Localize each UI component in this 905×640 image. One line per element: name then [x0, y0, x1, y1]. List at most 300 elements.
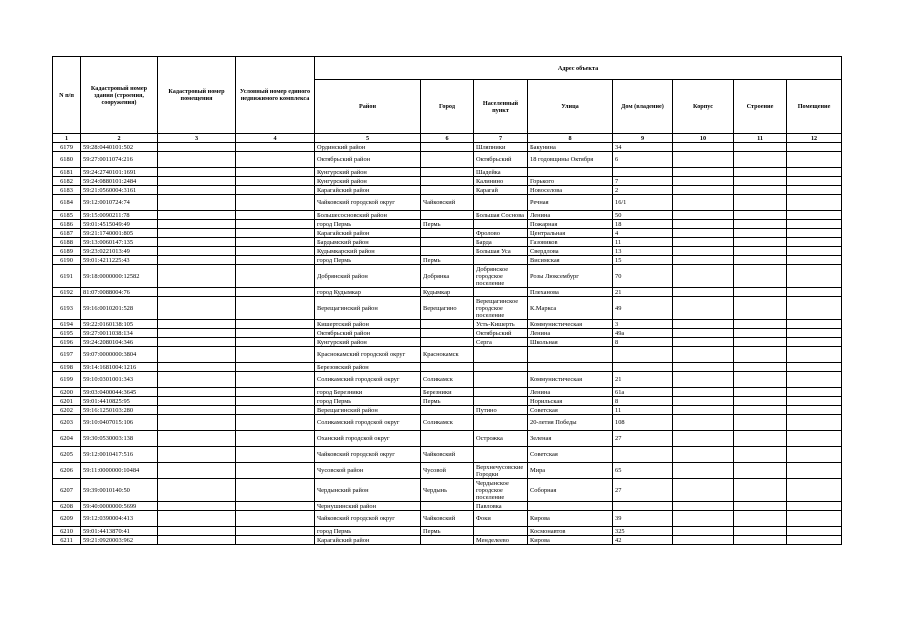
structure-cell	[734, 265, 787, 288]
building-cell	[673, 388, 734, 397]
room-cell	[787, 297, 842, 320]
cadastral-number-cell: 59:21:1740001:805	[81, 229, 158, 238]
house-cell	[613, 168, 673, 177]
locality-cell: Серга	[474, 338, 528, 347]
table-row	[53, 238, 842, 247]
locality-cell	[474, 447, 528, 463]
room-cell	[787, 502, 842, 511]
street-cell: 20-летия Победы	[528, 415, 613, 431]
street-cell: Газовиков	[528, 238, 613, 247]
locality-cell: Острожка	[474, 431, 528, 447]
cadastral-room-cell	[158, 415, 236, 431]
table-row	[53, 256, 842, 265]
building-cell	[673, 447, 734, 463]
header-city: Город	[421, 80, 474, 134]
header-room: Помещение	[787, 80, 842, 134]
cadastral-room-cell	[158, 186, 236, 195]
header-building: Корпус	[673, 80, 734, 134]
conditional-number-cell	[236, 168, 315, 177]
row-number: 6197	[53, 347, 81, 363]
city-cell	[421, 406, 474, 415]
district-cell: Чернушинский район	[315, 502, 421, 511]
house-cell	[613, 347, 673, 363]
district-cell: город Пермь	[315, 527, 421, 536]
city-cell	[421, 329, 474, 338]
cadastral-room-cell	[158, 238, 236, 247]
locality-cell	[474, 415, 528, 431]
row-number: 6199	[53, 372, 81, 388]
district-cell: Соликамский городской округ	[315, 372, 421, 388]
district-cell: Чусовской район	[315, 463, 421, 479]
city-cell: Пермь	[421, 397, 474, 406]
locality-cell: Большая Соснова	[474, 211, 528, 220]
conditional-number-cell	[236, 463, 315, 479]
structure-cell	[734, 415, 787, 431]
row-number: 6184	[53, 195, 81, 211]
table-row	[53, 265, 842, 288]
table-row	[53, 143, 842, 152]
cadastral-number-cell: 81:07:0088004:76	[81, 288, 158, 297]
city-cell	[421, 152, 474, 168]
locality-cell: Усть-Кишерть	[474, 320, 528, 329]
structure-cell	[734, 479, 787, 502]
conditional-number-cell	[236, 536, 315, 545]
house-cell: 4	[613, 229, 673, 238]
row-number: 6189	[53, 247, 81, 256]
cadastral-number-cell: 59:12:0010724:74	[81, 195, 158, 211]
column-number: 5	[315, 134, 421, 143]
cadastral-room-cell	[158, 397, 236, 406]
row-number: 6205	[53, 447, 81, 463]
building-cell	[673, 256, 734, 265]
district-cell: Верещагинский район	[315, 297, 421, 320]
column-number: 8	[528, 134, 613, 143]
conditional-number-cell	[236, 502, 315, 511]
cadastral-number-cell: 59:01:4413870:41	[81, 527, 158, 536]
cadastral-number-cell: 59:40:0000000:5699	[81, 502, 158, 511]
header-cadastral-building: Кадастровый номер здания (строения, сооружения)	[81, 57, 158, 134]
room-cell	[787, 265, 842, 288]
column-number: 12	[787, 134, 842, 143]
structure-cell	[734, 186, 787, 195]
city-cell	[421, 168, 474, 177]
city-cell: Краснокамск	[421, 347, 474, 363]
room-cell	[787, 347, 842, 363]
column-number: 2	[81, 134, 158, 143]
cadastral-room-cell	[158, 502, 236, 511]
table-row	[53, 511, 842, 527]
district-cell: Березовский район	[315, 363, 421, 372]
cadastral-room-cell	[158, 211, 236, 220]
row-number: 6200	[53, 388, 81, 397]
conditional-number-cell	[236, 388, 315, 397]
city-cell	[421, 186, 474, 195]
district-cell: город Березники	[315, 388, 421, 397]
header-district: Район	[315, 80, 421, 134]
room-cell	[787, 152, 842, 168]
structure-cell	[734, 168, 787, 177]
table-row	[53, 463, 842, 479]
district-cell: Чайковский городской округ	[315, 511, 421, 527]
house-cell: 39	[613, 511, 673, 527]
table-row	[53, 363, 842, 372]
structure-cell	[734, 152, 787, 168]
locality-cell	[474, 256, 528, 265]
conditional-number-cell	[236, 447, 315, 463]
table-row	[53, 347, 842, 363]
cadastral-room-cell	[158, 297, 236, 320]
room-cell	[787, 447, 842, 463]
cadastral-room-cell	[158, 447, 236, 463]
locality-cell: Барда	[474, 238, 528, 247]
row-number: 6179	[53, 143, 81, 152]
district-cell: Оханский городской округ	[315, 431, 421, 447]
conditional-number-cell	[236, 177, 315, 186]
conditional-number-cell	[236, 195, 315, 211]
building-cell	[673, 511, 734, 527]
city-cell	[421, 320, 474, 329]
street-cell: Космонавтов	[528, 527, 613, 536]
conditional-number-cell	[236, 347, 315, 363]
room-cell	[787, 415, 842, 431]
structure-cell	[734, 397, 787, 406]
cadastral-number-cell: 59:30:0530003:138	[81, 431, 158, 447]
cadastral-room-cell	[158, 229, 236, 238]
row-number: 6196	[53, 338, 81, 347]
structure-cell	[734, 372, 787, 388]
locality-cell: Менделеево	[474, 536, 528, 545]
table-row	[53, 338, 842, 347]
cadastral-room-cell	[158, 247, 236, 256]
locality-cell: Октябрьский	[474, 152, 528, 168]
cadastral-number-cell: 59:14:1681004:1216	[81, 363, 158, 372]
room-cell	[787, 143, 842, 152]
street-cell: Норильская	[528, 397, 613, 406]
row-number: 6209	[53, 511, 81, 527]
cadastral-number-cell: 59:27:0011074:216	[81, 152, 158, 168]
district-cell: Карагайский район	[315, 229, 421, 238]
cadastral-room-cell	[158, 256, 236, 265]
locality-cell	[474, 527, 528, 536]
building-cell	[673, 168, 734, 177]
building-cell	[673, 229, 734, 238]
room-cell	[787, 238, 842, 247]
conditional-number-cell	[236, 152, 315, 168]
cadastral-room-cell	[158, 527, 236, 536]
row-number: 6194	[53, 320, 81, 329]
row-number: 6207	[53, 479, 81, 502]
cadastral-number-cell: 59:13:0060147:135	[81, 238, 158, 247]
locality-cell: Фоки	[474, 511, 528, 527]
street-cell: Коммунистическая	[528, 372, 613, 388]
building-cell	[673, 536, 734, 545]
room-cell	[787, 527, 842, 536]
column-number: 1	[53, 134, 81, 143]
header-no: N п/п	[53, 57, 81, 134]
table-row	[53, 288, 842, 297]
house-cell	[613, 502, 673, 511]
document-sheet	[52, 56, 841, 545]
house-cell: 11	[613, 238, 673, 247]
cadastral-number-cell: 59:12:0010417:516	[81, 447, 158, 463]
street-cell	[528, 363, 613, 372]
street-cell: Школьная	[528, 338, 613, 347]
house-cell: 13	[613, 247, 673, 256]
structure-cell	[734, 447, 787, 463]
room-cell	[787, 536, 842, 545]
column-number: 3	[158, 134, 236, 143]
column-number: 4	[236, 134, 315, 143]
house-cell: 70	[613, 265, 673, 288]
cadastral-number-cell: 59:23:0221013:49	[81, 247, 158, 256]
district-cell: город Кудымкар	[315, 288, 421, 297]
cadastral-number-cell: 59:01:4410825:95	[81, 397, 158, 406]
row-number: 6180	[53, 152, 81, 168]
city-cell	[421, 177, 474, 186]
conditional-number-cell	[236, 320, 315, 329]
building-cell	[673, 502, 734, 511]
house-cell: 8	[613, 338, 673, 347]
table-row	[53, 406, 842, 415]
house-cell: 49	[613, 297, 673, 320]
locality-cell: Октябрьский	[474, 329, 528, 338]
header-cadastral-room: Кадастровый номер помещения	[158, 57, 236, 134]
city-cell: Соликамск	[421, 415, 474, 431]
conditional-number-cell	[236, 211, 315, 220]
cadastral-room-cell	[158, 463, 236, 479]
house-cell: 11	[613, 406, 673, 415]
building-cell	[673, 288, 734, 297]
objects-table	[52, 56, 842, 545]
locality-cell: Верещагинское городское поселение	[474, 297, 528, 320]
locality-cell	[474, 347, 528, 363]
building-cell	[673, 320, 734, 329]
cadastral-number-cell: 59:28:0440101:502	[81, 143, 158, 152]
row-number: 6187	[53, 229, 81, 238]
structure-cell	[734, 247, 787, 256]
building-cell	[673, 329, 734, 338]
street-cell: Розы Люксембург	[528, 265, 613, 288]
table-body	[53, 143, 842, 545]
city-cell: Чердынь	[421, 479, 474, 502]
house-cell: 2	[613, 186, 673, 195]
house-cell: 21	[613, 372, 673, 388]
district-cell: город Пермь	[315, 220, 421, 229]
structure-cell	[734, 527, 787, 536]
building-cell	[673, 397, 734, 406]
city-cell	[421, 536, 474, 545]
room-cell	[787, 288, 842, 297]
city-cell: Кудымкар	[421, 288, 474, 297]
conditional-number-cell	[236, 415, 315, 431]
house-cell: 50	[613, 211, 673, 220]
header-structure: Строение	[734, 80, 787, 134]
locality-cell: Павловка	[474, 502, 528, 511]
column-number: 11	[734, 134, 787, 143]
building-cell	[673, 152, 734, 168]
conditional-number-cell	[236, 372, 315, 388]
cadastral-room-cell	[158, 265, 236, 288]
row-number: 6191	[53, 265, 81, 288]
cadastral-number-cell: 59:15:0090211:78	[81, 211, 158, 220]
table-row	[53, 247, 842, 256]
structure-cell	[734, 211, 787, 220]
structure-cell	[734, 297, 787, 320]
row-number: 6186	[53, 220, 81, 229]
locality-cell	[474, 288, 528, 297]
street-cell: Свердлова	[528, 247, 613, 256]
street-cell: Мира	[528, 463, 613, 479]
room-cell	[787, 247, 842, 256]
street-cell: Речная	[528, 195, 613, 211]
room-cell	[787, 372, 842, 388]
house-cell: 6	[613, 152, 673, 168]
row-number: 6185	[53, 211, 81, 220]
cadastral-number-cell: 59:24:2080104:346	[81, 338, 158, 347]
room-cell	[787, 177, 842, 186]
building-cell	[673, 177, 734, 186]
city-cell: Чусовой	[421, 463, 474, 479]
street-cell	[528, 347, 613, 363]
district-cell: Чердынский район	[315, 479, 421, 502]
row-number: 6204	[53, 431, 81, 447]
row-number: 6210	[53, 527, 81, 536]
cadastral-room-cell	[158, 288, 236, 297]
district-cell: город Пермь	[315, 397, 421, 406]
column-number: 10	[673, 134, 734, 143]
structure-cell	[734, 406, 787, 415]
street-cell: Пожарная	[528, 220, 613, 229]
cadastral-room-cell	[158, 177, 236, 186]
street-cell: Новоселова	[528, 186, 613, 195]
city-cell: Соликамск	[421, 372, 474, 388]
conditional-number-cell	[236, 527, 315, 536]
house-cell: 15	[613, 256, 673, 265]
row-number: 6181	[53, 168, 81, 177]
building-cell	[673, 195, 734, 211]
house-cell: 7	[613, 177, 673, 186]
cadastral-number-cell: 59:11:0000000:10484	[81, 463, 158, 479]
cadastral-number-cell: 59:01:4515049:49	[81, 220, 158, 229]
city-cell: Верещагино	[421, 297, 474, 320]
structure-cell	[734, 288, 787, 297]
house-cell: 49а	[613, 329, 673, 338]
row-number: 6190	[53, 256, 81, 265]
cadastral-number-cell: 59:24:2740101:1691	[81, 168, 158, 177]
cadastral-number-cell: 59:22:0160138:105	[81, 320, 158, 329]
street-cell: Зеленая	[528, 431, 613, 447]
room-cell	[787, 363, 842, 372]
street-cell: Висимская	[528, 256, 613, 265]
room-cell	[787, 329, 842, 338]
cadastral-number-cell: 59:27:0011038:134	[81, 329, 158, 338]
structure-cell	[734, 177, 787, 186]
house-cell: 65	[613, 463, 673, 479]
cadastral-room-cell	[158, 347, 236, 363]
locality-cell: Фролово	[474, 229, 528, 238]
table-row	[53, 415, 842, 431]
row-number: 6203	[53, 415, 81, 431]
conditional-number-cell	[236, 229, 315, 238]
locality-cell	[474, 372, 528, 388]
column-number: 7	[474, 134, 528, 143]
city-cell: Пермь	[421, 527, 474, 536]
conditional-number-cell	[236, 288, 315, 297]
row-number: 6211	[53, 536, 81, 545]
header-locality: Населенный пункт	[474, 80, 528, 134]
structure-cell	[734, 511, 787, 527]
locality-cell: Большая Уса	[474, 247, 528, 256]
cadastral-room-cell	[158, 143, 236, 152]
street-cell: 18 годовщины Октября	[528, 152, 613, 168]
cadastral-number-cell: 59:03:0400044:3645	[81, 388, 158, 397]
cadastral-room-cell	[158, 195, 236, 211]
table-row	[53, 168, 842, 177]
table-row	[53, 397, 842, 406]
locality-cell: Чердынское городское поселение	[474, 479, 528, 502]
structure-cell	[734, 229, 787, 238]
house-cell: 42	[613, 536, 673, 545]
structure-cell	[734, 431, 787, 447]
cadastral-room-cell	[158, 363, 236, 372]
house-cell: 27	[613, 431, 673, 447]
cadastral-number-cell: 59:07:0000000:3804	[81, 347, 158, 363]
street-cell: К.Маркса	[528, 297, 613, 320]
cadastral-number-cell: 59:12:0390004:413	[81, 511, 158, 527]
street-cell	[528, 502, 613, 511]
structure-cell	[734, 320, 787, 329]
city-cell	[421, 363, 474, 372]
locality-cell: Карагай	[474, 186, 528, 195]
header-address-group: Адрес объекта	[315, 57, 842, 80]
row-number: 6208	[53, 502, 81, 511]
house-cell: 27	[613, 479, 673, 502]
table-row	[53, 320, 842, 329]
district-cell: Кунгурский район	[315, 168, 421, 177]
city-cell	[421, 143, 474, 152]
conditional-number-cell	[236, 297, 315, 320]
cadastral-room-cell	[158, 320, 236, 329]
locality-cell: Шляпники	[474, 143, 528, 152]
city-cell: Березники	[421, 388, 474, 397]
table-row	[53, 152, 842, 168]
room-cell	[787, 388, 842, 397]
room-cell	[787, 220, 842, 229]
conditional-number-cell	[236, 238, 315, 247]
structure-cell	[734, 238, 787, 247]
building-cell	[673, 247, 734, 256]
building-cell	[673, 143, 734, 152]
table-row	[53, 186, 842, 195]
structure-cell	[734, 329, 787, 338]
structure-cell	[734, 502, 787, 511]
district-cell: Карагайский район	[315, 536, 421, 545]
city-cell	[421, 247, 474, 256]
table-row	[53, 372, 842, 388]
street-cell: Кирова	[528, 536, 613, 545]
cadastral-room-cell	[158, 338, 236, 347]
street-cell: Горького	[528, 177, 613, 186]
conditional-number-cell	[236, 431, 315, 447]
house-cell: 18	[613, 220, 673, 229]
column-numbers-row	[53, 134, 842, 143]
conditional-number-cell	[236, 406, 315, 415]
conditional-number-cell	[236, 479, 315, 502]
room-cell	[787, 168, 842, 177]
cadastral-number-cell: 59:01:4211225:43	[81, 256, 158, 265]
conditional-number-cell	[236, 186, 315, 195]
table-row	[53, 447, 842, 463]
